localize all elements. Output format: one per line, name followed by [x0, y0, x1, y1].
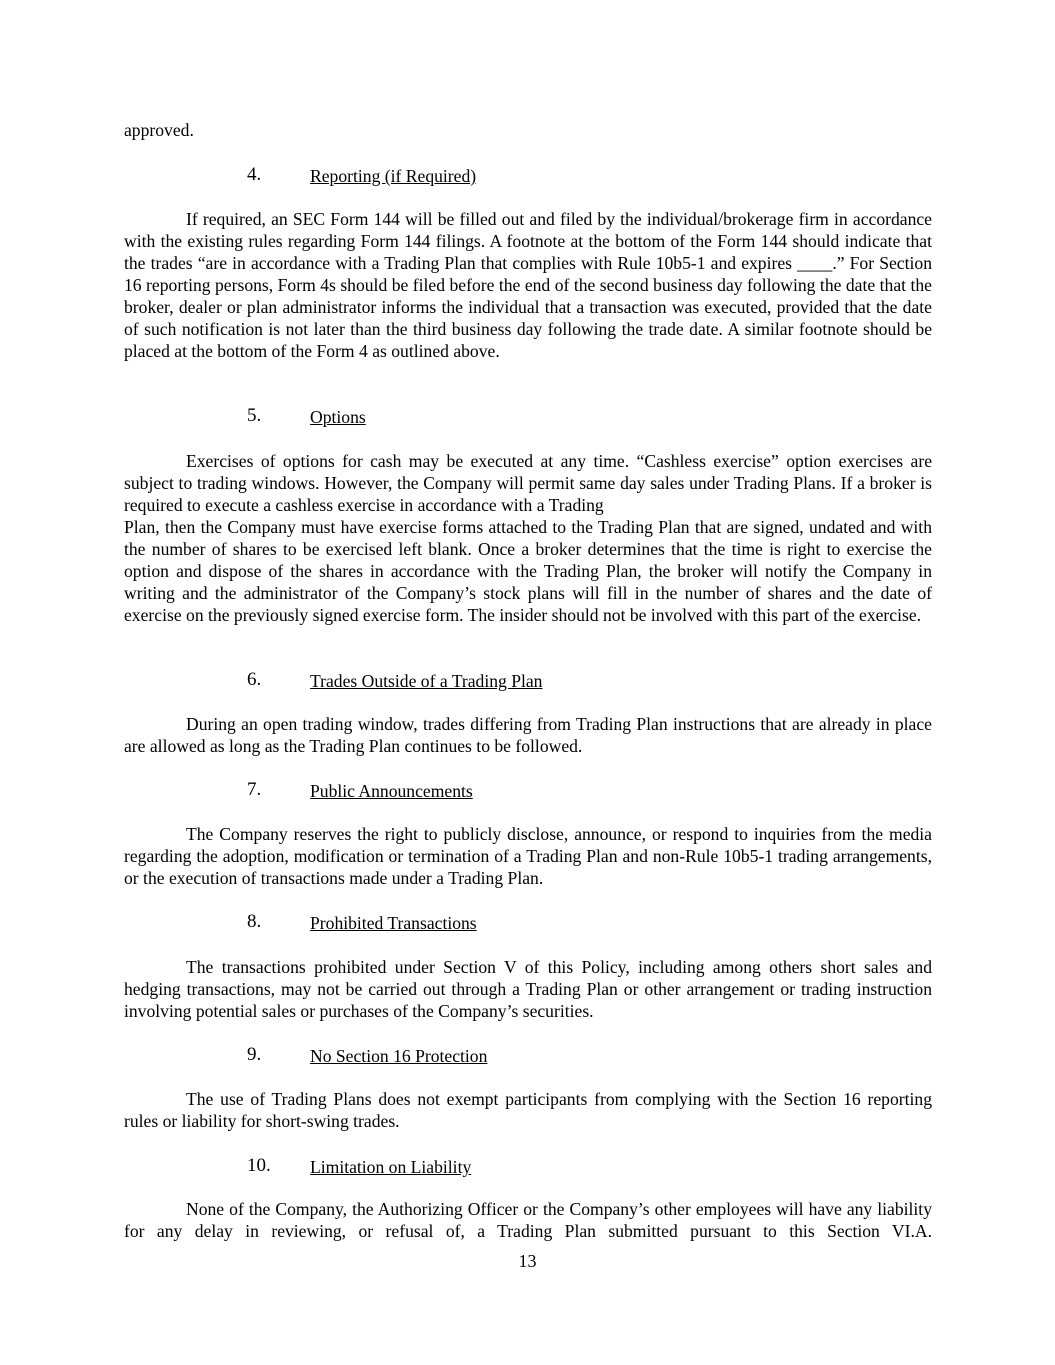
section-body-10: None of the Company, the Authorizing Officer or the Company’s other employees will have any liability for any delay in reviewing, or refusal of, a Trading Plan submitted pursuant to this Section VI.A.	[124, 1199, 932, 1241]
section-title: No Section 16 Protection	[310, 1046, 488, 1066]
section-number: 9.	[247, 1044, 262, 1065]
section-body-7: The Company reserves the right to publicly disclose, announce, or respond to inquiries from the media regarding the adoption, modification or termination of a Trading Plan and non-Rule 10b5-1 trading arrangements, or the execution of transactions made under a Trading Plan.	[124, 824, 932, 888]
section-body-8: The transactions prohibited under Section V of this Policy, including among others short sales and hedging transactions, may not be carried out through a Trading Plan or other arrangement or trading instruction involving potential sales or purchases of the Company’s securities.	[124, 957, 932, 1021]
section-number: 10.	[247, 1155, 271, 1176]
section-title: Reporting (if Required)	[310, 166, 477, 186]
section-body-9: The use of Trading Plans does not exempt participants from complying with the Section 16 reporting rules or liability for short-swing trades.	[124, 1089, 932, 1131]
section-body-6: During an open trading window, trades differing from Trading Plan instructions that are already in place are allowed as long as the Trading Plan continues to be followed.	[124, 714, 932, 756]
section-title: Limitation on Liability	[310, 1157, 472, 1177]
section-body-5: Exercises of options for cash may be executed at any time. “Cashless exercise” option exercises are subject to trading windows. However, the Company will permit same day sales under Trading Plans. If a broker is required to execute a cashless exercise in accordance with a Trading	[124, 451, 932, 515]
section-number: 5.	[247, 405, 262, 426]
section-title: Options	[310, 407, 366, 427]
section-body-5-continued: Plan, then the Company must have exercise forms attached to the Trading Plan that are signed, undated and with the number of shares to be exercised left blank. Once a broker determines that the time is right to exercise the option and dispose of the shares in accordance with the Trading Plan, the broker will notify the Company in writing and the administrator of the Company’s stock plans will fill in the number of shares and the date of exercise on the previously signed exercise form. The insider should not be involved with this part of the exercise.	[124, 517, 932, 625]
section-title: Trades Outside of a Trading Plan	[310, 671, 543, 691]
section-title: Prohibited Transactions	[310, 913, 477, 933]
section-number: 8.	[247, 911, 262, 932]
section-number: 4.	[247, 164, 262, 185]
section-title: Public Announcements	[310, 781, 473, 801]
section-body-4: If required, an SEC Form 144 will be filled out and filed by the individual/brokerage firm in accordance with the existing rules regarding Form 144 filings. A footnote at the bottom of the Form 144 should indicate that the trades “are in accordance with a Trading Plan that complies with Rule 10b5-1 and expires ____.” For Section 16 reporting persons, Form 4s should be filed before the end of the second business day following the date that the broker, dealer or plan administrator informs the individual that a transaction was executed, provided that the date of such notification is not later than the third business day following the trade date. A similar footnote should be placed at the bottom of the Form 4 as outlined above.	[124, 209, 932, 361]
section-number: 6.	[247, 669, 262, 690]
section-number: 7.	[247, 779, 262, 800]
page-number: 13	[518, 1251, 537, 1271]
continuation-text: approved.	[124, 120, 194, 140]
